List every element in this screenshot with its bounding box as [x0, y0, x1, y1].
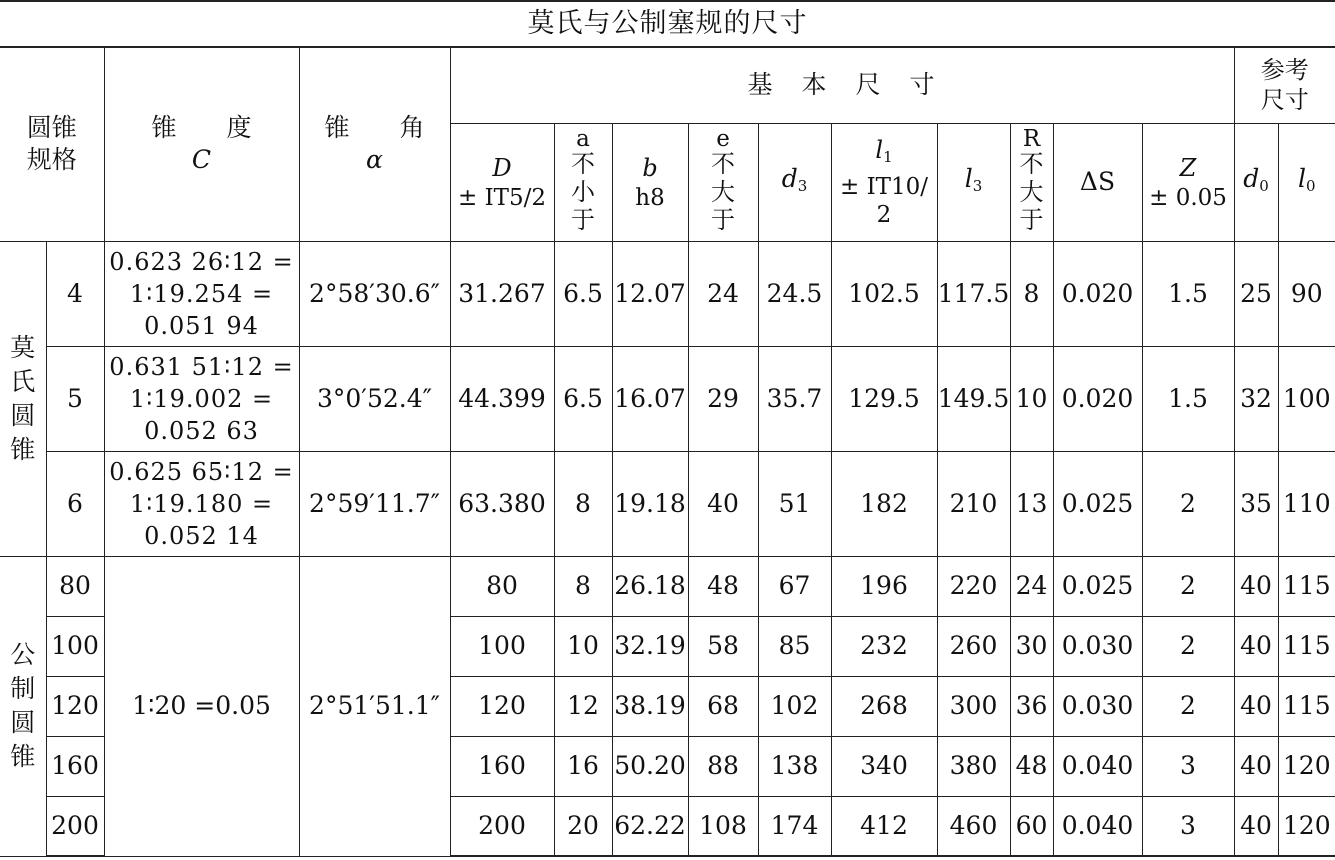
cell-l0: 90 — [1278, 241, 1335, 346]
header-Z: Z ± 0.05 — [1142, 123, 1234, 241]
cell-d0: 25 — [1234, 241, 1278, 346]
table-title: 莫氏与公制塞规的尺寸 — [527, 8, 808, 39]
cell-d0: 40 — [1234, 796, 1278, 856]
cell-D: 120 — [450, 676, 554, 736]
cell-a: 6.5 — [554, 241, 612, 346]
cell-size: 5 — [46, 346, 104, 451]
cell-D: 44.399 — [450, 346, 554, 451]
cell-l1: 196 — [831, 556, 937, 616]
cell-d0: 40 — [1234, 616, 1278, 676]
top-rule — [0, 0, 1335, 2]
cell-l3: 210 — [937, 451, 1010, 556]
header-R: R 不大于 — [1010, 123, 1053, 241]
cell-Z: 1.5 — [1142, 346, 1234, 451]
header-delta-s: ΔS — [1053, 123, 1142, 241]
header-d3: $d_3$ — [758, 123, 831, 241]
cell-b: 62.22 — [612, 796, 688, 856]
cell-l0: 120 — [1278, 736, 1335, 796]
cell-d3: 85 — [758, 616, 831, 676]
cell-l0: 110 — [1278, 451, 1335, 556]
cell-delta-s: 0.040 — [1053, 796, 1142, 856]
cell-D: 80 — [450, 556, 554, 616]
cell-a: 16 — [554, 736, 612, 796]
cell-a: 6.5 — [554, 346, 612, 451]
cell-R: 60 — [1010, 796, 1053, 856]
cell-b: 50.20 — [612, 736, 688, 796]
cell-delta-s: 0.020 — [1053, 346, 1142, 451]
cell-l1: 232 — [831, 616, 937, 676]
cell-e: 108 — [688, 796, 758, 856]
cell-angle: 3°0′52.4″ — [299, 346, 450, 451]
cell-l1: 129.5 — [831, 346, 937, 451]
cell-taper: 0.625 65∶12 = 1∶19.180 = 0.052 14 — [104, 451, 299, 556]
cell-Z: 3 — [1142, 796, 1234, 856]
cell-d3: 67 — [758, 556, 831, 616]
cell-l3: 460 — [937, 796, 1010, 856]
cell-R: 13 — [1010, 451, 1053, 556]
cell-delta-s: 0.030 — [1053, 676, 1142, 736]
cell-d0: 40 — [1234, 556, 1278, 616]
cell-l1: 182 — [831, 451, 937, 556]
cell-b: 38.19 — [612, 676, 688, 736]
cell-l1: 102.5 — [831, 241, 937, 346]
cell-a: 10 — [554, 616, 612, 676]
cell-l3: 260 — [937, 616, 1010, 676]
cell-b: 16.07 — [612, 346, 688, 451]
header-spec: 圆锥规格 — [0, 47, 104, 241]
cell-l1: 412 — [831, 796, 937, 856]
cell-delta-s: 0.030 — [1053, 616, 1142, 676]
header-d0: $d_0$ — [1234, 123, 1278, 241]
cell-l0: 115 — [1278, 676, 1335, 736]
cell-R: 30 — [1010, 616, 1053, 676]
cell-d0: 40 — [1234, 676, 1278, 736]
cell-e: 40 — [688, 451, 758, 556]
cell-size: 100 — [46, 616, 104, 676]
cell-b: 26.18 — [612, 556, 688, 616]
cell-d0: 32 — [1234, 346, 1278, 451]
cell-R: 24 — [1010, 556, 1053, 616]
cell-a: 8 — [554, 451, 612, 556]
cell-d3: 102 — [758, 676, 831, 736]
cell-d3: 24.5 — [758, 241, 831, 346]
cell-size: 120 — [46, 676, 104, 736]
header-l3: $l_3$ — [937, 123, 1010, 241]
cell-size: 200 — [46, 796, 104, 856]
header-b: b h8 — [612, 123, 688, 241]
cell-Z: 2 — [1142, 676, 1234, 736]
cell-Z: 3 — [1142, 736, 1234, 796]
cell-Z: 1.5 — [1142, 241, 1234, 346]
group-label-metric: 公制圆锥 — [0, 556, 46, 856]
cell-delta-s: 0.025 — [1053, 451, 1142, 556]
cell-l3: 220 — [937, 556, 1010, 616]
cell-metric-taper: 1∶20 =0.05 — [104, 556, 299, 856]
header-D: D ± IT5/2 — [450, 123, 554, 241]
cell-a: 12 — [554, 676, 612, 736]
cell-d3: 138 — [758, 736, 831, 796]
cell-D: 200 — [450, 796, 554, 856]
header-basic-dimensions: 基 本 尺 寸 — [450, 47, 1234, 123]
cell-l3: 380 — [937, 736, 1010, 796]
cell-l3: 149.5 — [937, 346, 1010, 451]
cell-D: 63.380 — [450, 451, 554, 556]
table-row — [0, 346, 1335, 451]
cell-l3: 117.5 — [937, 241, 1010, 346]
cell-R: 48 — [1010, 736, 1053, 796]
cell-size: 160 — [46, 736, 104, 796]
cell-taper: 0.631 51∶12 = 1∶19.002 = 0.052 63 — [104, 346, 299, 451]
cell-delta-s: 0.040 — [1053, 736, 1142, 796]
cell-l1: 340 — [831, 736, 937, 796]
cell-D: 160 — [450, 736, 554, 796]
cell-angle: 2°58′30.6″ — [299, 241, 450, 346]
header-row-1 — [0, 47, 1335, 123]
table-row — [0, 451, 1335, 556]
cell-angle: 2°59′11.7″ — [299, 451, 450, 556]
cell-e: 29 — [688, 346, 758, 451]
cell-R: 36 — [1010, 676, 1053, 736]
cell-e: 88 — [688, 736, 758, 796]
header-taper: 锥 度 C — [104, 47, 299, 241]
cell-b: 12.07 — [612, 241, 688, 346]
cell-d3: 174 — [758, 796, 831, 856]
cell-b: 32.19 — [612, 616, 688, 676]
cell-delta-s: 0.020 — [1053, 241, 1142, 346]
cell-size: 80 — [46, 556, 104, 616]
table-row — [0, 241, 1335, 346]
cell-e: 68 — [688, 676, 758, 736]
cell-e: 48 — [688, 556, 758, 616]
cell-a: 8 — [554, 556, 612, 616]
cell-l1: 268 — [831, 676, 937, 736]
cell-d3: 35.7 — [758, 346, 831, 451]
cell-Z: 2 — [1142, 451, 1234, 556]
header-e: e 不大于 — [688, 123, 758, 241]
cell-l0: 100 — [1278, 346, 1335, 451]
cell-Z: 2 — [1142, 556, 1234, 616]
cell-D: 100 — [450, 616, 554, 676]
cell-d0: 35 — [1234, 451, 1278, 556]
header-l0: $l_0$ — [1278, 123, 1335, 241]
cell-b: 19.18 — [612, 451, 688, 556]
cell-D: 31.267 — [450, 241, 554, 346]
cell-taper: 0.623 26∶12 = 1∶19.254 = 0.051 94 — [104, 241, 299, 346]
cell-e: 58 — [688, 616, 758, 676]
cell-e: 24 — [688, 241, 758, 346]
cell-R: 10 — [1010, 346, 1053, 451]
header-angle: 锥 角 α — [299, 47, 450, 241]
header-reference-dimensions: 参考尺寸 — [1234, 47, 1335, 123]
cell-d3: 51 — [758, 451, 831, 556]
cell-d0: 40 — [1234, 736, 1278, 796]
cell-Z: 2 — [1142, 616, 1234, 676]
cell-delta-s: 0.025 — [1053, 556, 1142, 616]
header-a: a 不小于 — [554, 123, 612, 241]
cell-size: 4 — [46, 241, 104, 346]
cell-a: 20 — [554, 796, 612, 856]
table-row — [0, 556, 1335, 616]
cell-size: 6 — [46, 451, 104, 556]
cell-R: 8 — [1010, 241, 1053, 346]
header-l1: $l_1$ ± IT10/2 — [831, 123, 937, 241]
gauge-dimension-table — [0, 46, 1335, 857]
cell-l0: 115 — [1278, 556, 1335, 616]
cell-l0: 115 — [1278, 616, 1335, 676]
cell-metric-angle: 2°51′51.1″ — [299, 556, 450, 856]
cell-l0: 120 — [1278, 796, 1335, 856]
cell-l3: 300 — [937, 676, 1010, 736]
group-label-morse: 莫氏圆锥 — [0, 241, 46, 556]
